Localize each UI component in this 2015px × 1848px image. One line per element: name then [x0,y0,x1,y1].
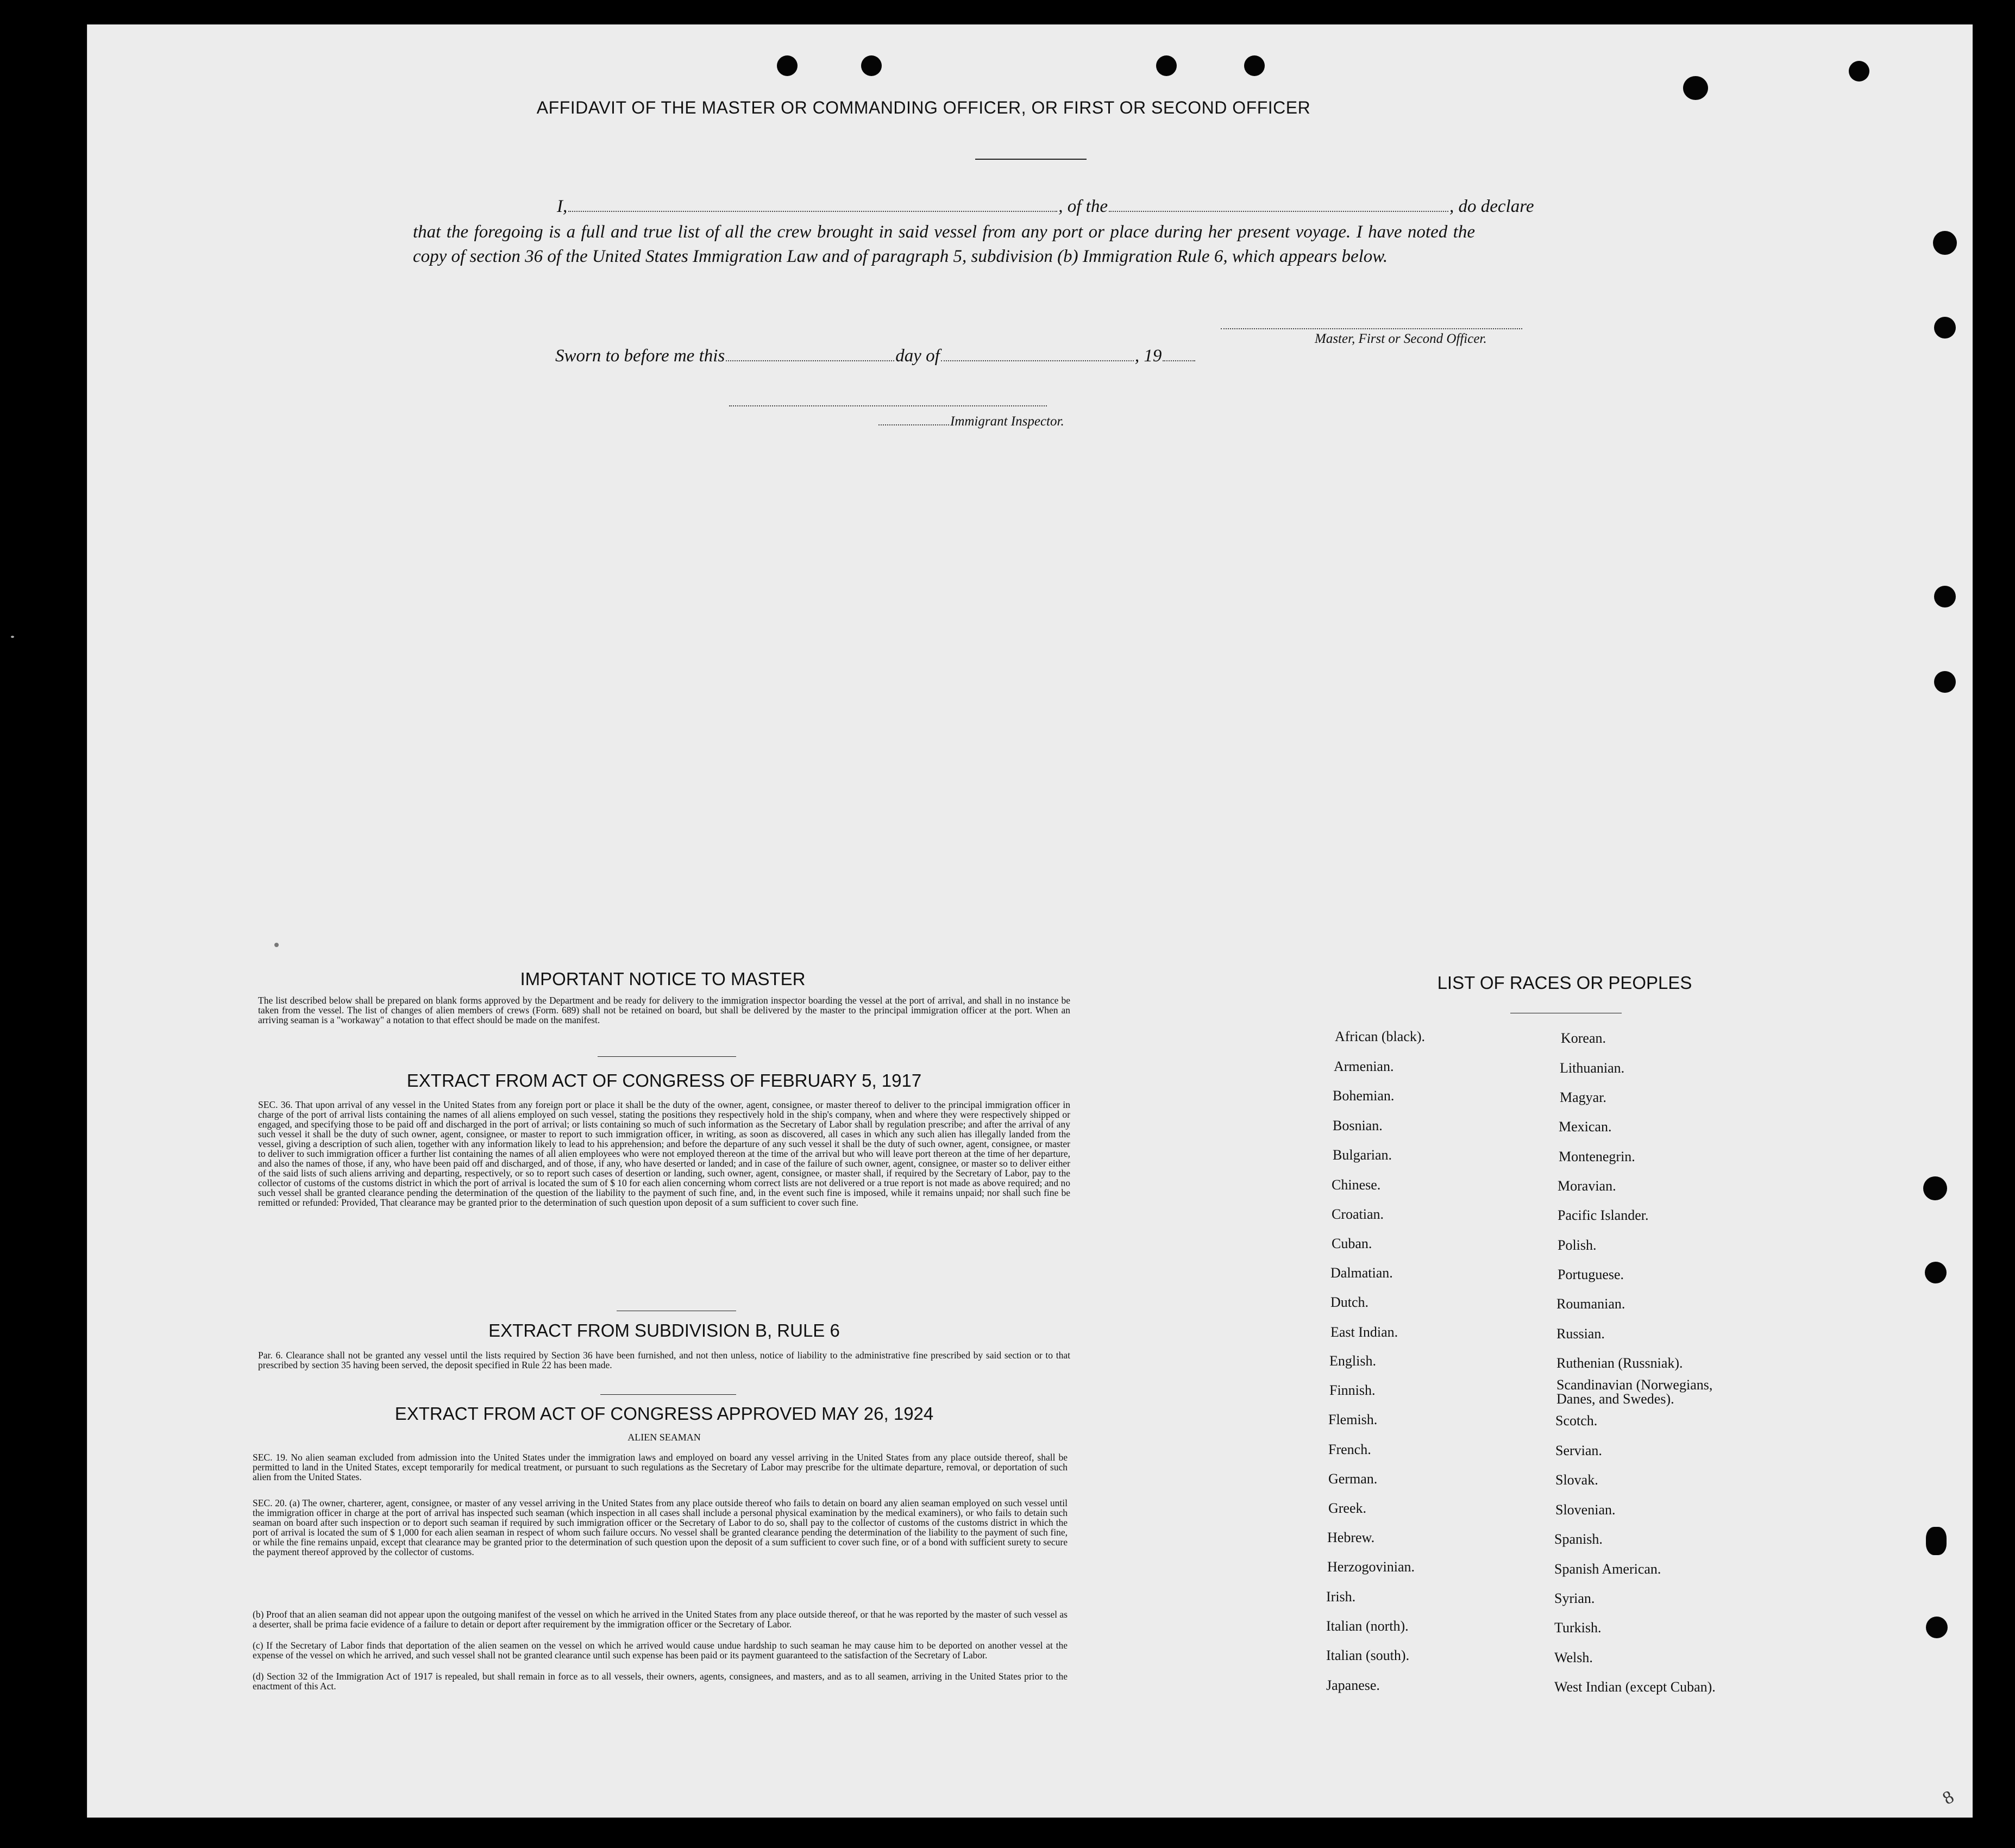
race-item: Chinese. [1332,1177,1381,1193]
extract-rule6-text: Par. 6. Clearance shall not be granted any vessel until the lists required by Section 36 have been furnished, and not then unless, notice of liability to the administrative fine prescribed by said section or to that prescribed by section 35 having been served, the deposit specified in Rule 22 has been made. [258,1350,1070,1370]
race-item: Ruthenian (Russniak). [1556,1355,1683,1371]
inspector-label: Immigrant Inspector. [950,414,1064,429]
race-item: Servian. [1555,1443,1602,1458]
race-item: Scotch. [1555,1413,1598,1429]
race-item: Armenian. [1334,1058,1394,1074]
race-item: Lithuanian. [1560,1060,1625,1076]
race-item: Turkish. [1554,1620,1602,1636]
extract-rule6-title: EXTRACT FROM SUBDIVISION B, RULE 6 [488,1320,840,1340]
race-item: Montenegrin. [1559,1149,1635,1164]
race-item: Finnish. [1329,1382,1376,1398]
sec20c-text: (c) If the Secretary of Labor finds that deportation of the alien seamen on the vessel on which he arrived would cause undue hardship to such seaman he may cause him to be deported on another vessel at the expense of the vessel on which he arrived, and such vessel shall not be granted clearance until such expense has been paid or its payment guaranteed to the satisfaction of the Secretary of Labor. [253,1640,1068,1661]
punch-hole [861,55,882,76]
margin-mark: 8 [1939,1787,1957,1809]
vessel-blank[interactable] [1109,211,1448,212]
race-item: Cuban. [1332,1236,1372,1251]
race-item: African (black). [1335,1029,1426,1044]
race-item: Spanish. [1554,1531,1603,1547]
affidavit-do-declare: , do declare [1449,197,1534,216]
race-item: East Indian. [1330,1324,1398,1340]
race-item: Bohemian. [1333,1088,1395,1104]
race-item: English. [1329,1353,1376,1369]
punch-hole [777,55,798,76]
notice-title: IMPORTANT NOTICE TO MASTER [520,969,806,989]
race-item: Hebrew. [1327,1530,1375,1545]
race-item: Irish. [1326,1589,1356,1605]
extract-1917-text: SEC. 36. That upon arrival of any vessel in the United States from any foreign port or place it shall be the duty of the owner, agent, consignee, or master thereof to deliver to the principal immigration officer in charge of the port of arrival lists containing the names of all aliens employed on such vessel, stating the positions they respectively hold in the ship's company, when and where they were respectively shipped or engaged, and specifying those to be paid off and discharged in the port of arrival; or lists containing so much of such information as the Secretary of Labor shall by regulation prescribe; and after the arrival of any such vessel it shall be the duty of such owner, agent, consignee, or master to report to such immigration officer, in writing, as soon as discovered, all cases in which any such alien has illegally landed from the vessel, giving a description of such alien, together with any information likely to lead to his apprehension; and before the departure of any such vessel it shall be the duty of such owner, agent, consignee, or master to deliver to such immigration officer a further list containing the names of all alien employees who were not employed thereon at the time of the arrival but who will leave port thereon at the time of her departure, and also the names of those, if any, who have been paid off and discharged, and of those, if any, who have deserted or landed; and in case of the failure of such owner, agent, consignee, or master so to deliver either of the said lists of such aliens arriving and departing, respectively, or so to report such cases of desertion or landing, such owner, agent, consignee, or master shall, if required by the Secretary of Labor, pay to the collector of customs of the customs district in which the port of arrival is located the sum of $ 10 for each alien concerning whom correct lists are not delivered or a true report is not made as above required; and no such vessel shall be granted clearance pending the determination of the question of the liability to the payment of such fine, and, in the event such fine is imposed, while it remains unpaid; nor shall such fine be remitted or refunded: Provided, That clearance may be granted prior to the determination of such question upon deposit of a sum sufficient to cover such fine. [258,1099,1070,1208]
race-item: Roumanian. [1556,1296,1625,1312]
divider [598,1056,736,1057]
punch-hole [1933,231,1957,255]
extract-1917-title: EXTRACT FROM ACT OF CONGRESS OF FEBRUARY 5, 1917 [406,1070,922,1091]
race-item: Herzogovinian. [1327,1559,1415,1575]
paper-speck [11,636,14,638]
extract-1924-title: EXTRACT FROM ACT OF CONGRESS APPROVED MAY 26, 1924 [394,1404,934,1424]
race-item: Syrian. [1554,1590,1595,1606]
race-item: Dalmatian. [1330,1265,1393,1281]
affidavit-first-line [557,197,1534,217]
punch-hole [1926,1617,1948,1638]
punch-hole [1926,1527,1947,1555]
sworn-day-blank[interactable] [726,360,894,361]
affidavit-of-the: , of the [1058,197,1108,216]
inspector-dots [878,424,949,425]
affidavit-title: AFFIDAVIT OF THE MASTER OR COMMANDING OFFICER, OR FIRST OR SECOND OFFICER [536,98,1311,117]
race-item: German. [1328,1471,1378,1487]
punch-hole [1849,61,1869,82]
punch-hole [1156,55,1177,76]
sec20d-text: (d) Section 32 of the Immigration Act of 1917 is repealed, but shall remain in force as to all vessels, their owners, agents, consignees, and masters, and as to all seamen, arriving in the United States prior to the enactment of this Act. [253,1671,1068,1692]
inspector-line [877,414,1064,429]
master-label: Master, First or Second Officer. [1315,331,1487,346]
race-item: Portuguese. [1558,1267,1624,1282]
race-item: Greek. [1328,1500,1367,1516]
title-underline [975,159,1087,160]
race-item: Magyar. [1560,1089,1606,1105]
race-item: Scandinavian (Norwegians, Danes, and Swedes). [1556,1377,1713,1407]
sworn-month-blank[interactable] [941,360,1134,361]
sworn-label: Sworn to before me this [555,346,725,366]
race-item: Mexican. [1559,1119,1612,1135]
race-item: Bosnian. [1333,1118,1383,1133]
year-label: , 19 [1134,346,1162,366]
race-item: Italian (north). [1326,1618,1409,1634]
sec19-text: SEC. 19. No alien seaman excluded from admission into the United States under the immigration laws and employed on board any vessel arriving in the United States from any place outside thereof, shall be permitted to land in the United States, except temporarily for medical treatment, or pursuant to such regulations as the Secretary of Labor may prescribe for the ultimate departure, removal, or deportation of such alien from the United States. [253,1452,1068,1482]
race-item: Slovenian. [1555,1502,1616,1518]
affidavit-body: that the foregoing is a full and true list of all the crew brought in said vessel from any port or place during her present voyage. I have noted the copy of section 36 of the United States Immigration Law and of paragraph 5, subdivision (b) Immigration Rule 6, which appears below. [413,222,1475,266]
sec20b-text: (b) Proof that an alien seaman did not appear upon the outgoing manifest of the vessel on which he arrived in the United States from any place outside thereof, or that he was reported by the master of such vessel as a deserter, shall be prima facie evidence of a failure to detain or deport after requirement by the immigration officer or the Secretary of Labor. [253,1609,1068,1630]
divider [600,1394,736,1395]
race-item: Italian (south). [1326,1647,1410,1663]
affidavit-i: I, [557,197,568,216]
race-item: Russian. [1556,1326,1605,1342]
race-item: Flemish. [1328,1412,1378,1427]
race-item: Korean. [1561,1030,1606,1046]
name-blank[interactable] [568,211,1057,212]
race-item: Spanish American. [1554,1561,1661,1577]
race-item: West Indian (except Cuban). [1554,1679,1716,1695]
notice-text: The list described below shall be prepared on blank forms approved by the Department and be ready for delivery to the immigration inspector boarding the vessel at the port of arrival, and shall in no instance be taken from the vessel. The list of changes of alien members of crews (Form. 689) shall not be retained on board, but shall be delivered by the master to the principal immigration officer at the port. When an arriving seaman is a "workaway" a notation to that effect should be made on the manifest. [258,995,1070,1025]
inspector-signature-blank[interactable] [729,405,1047,406]
sec20a-text: SEC. 20. (a) The owner, charterer, agent, consignee, or master of any vessel arriving in the United States from any place outside thereof who fails to detain on board any alien seaman employed on such vessel until the immigration officer in charge at the port of arrival has inspected such seaman (which inspection in all cases shall include a personal physical examination by the medical examiners), or who fails to detain such seaman on board after such inspection or to deport such seaman if required by such immigration officer or the Secretary of Labor to do so, shall pay to the collector of customs of the customs district in which the port of arrival is located the sum of $ 1,000 for each alien seaman in respect of whom such failure occurs. No vessel shall be granted clearance pending the determination of the liability to the payment of such fine, or while the fine remains unpaid, except that clearance may be granted prior to the determination of such question upon the deposit of a sum sufficient to cover such fine, or of a bond with sufficient surety to secure the payment thereof approved by the collector of customs. [253,1498,1068,1557]
punch-hole [1923,1176,1947,1200]
punch-hole [1934,586,1956,607]
punch-hole [1683,76,1708,100]
races-title: LIST OF RACES OR PEOPLES [1437,973,1692,993]
sworn-year-blank[interactable] [1163,360,1195,361]
race-item: Croatian. [1332,1206,1384,1222]
race-item: Bulgarian. [1333,1147,1392,1163]
day-of-label: day of [895,346,940,366]
punch-hole [1934,317,1956,339]
race-item: Moravian. [1558,1178,1616,1194]
race-item: Welsh. [1554,1650,1593,1665]
alien-seaman-subtitle: ALIEN SEAMAN [627,1432,701,1443]
punch-hole [1934,671,1956,693]
race-item: Dutch. [1330,1294,1369,1310]
race-item: Pacific Islander. [1558,1207,1649,1223]
race-item: Polish. [1558,1237,1597,1253]
master-signature-blank[interactable] [1221,328,1522,329]
paper-speck [274,943,279,947]
sworn-line [555,346,1196,366]
punch-hole [1925,1262,1947,1283]
race-item: French. [1328,1442,1371,1457]
race-item: Slovak. [1555,1472,1598,1488]
race-item: Japanese. [1326,1677,1380,1693]
punch-hole [1244,55,1265,76]
